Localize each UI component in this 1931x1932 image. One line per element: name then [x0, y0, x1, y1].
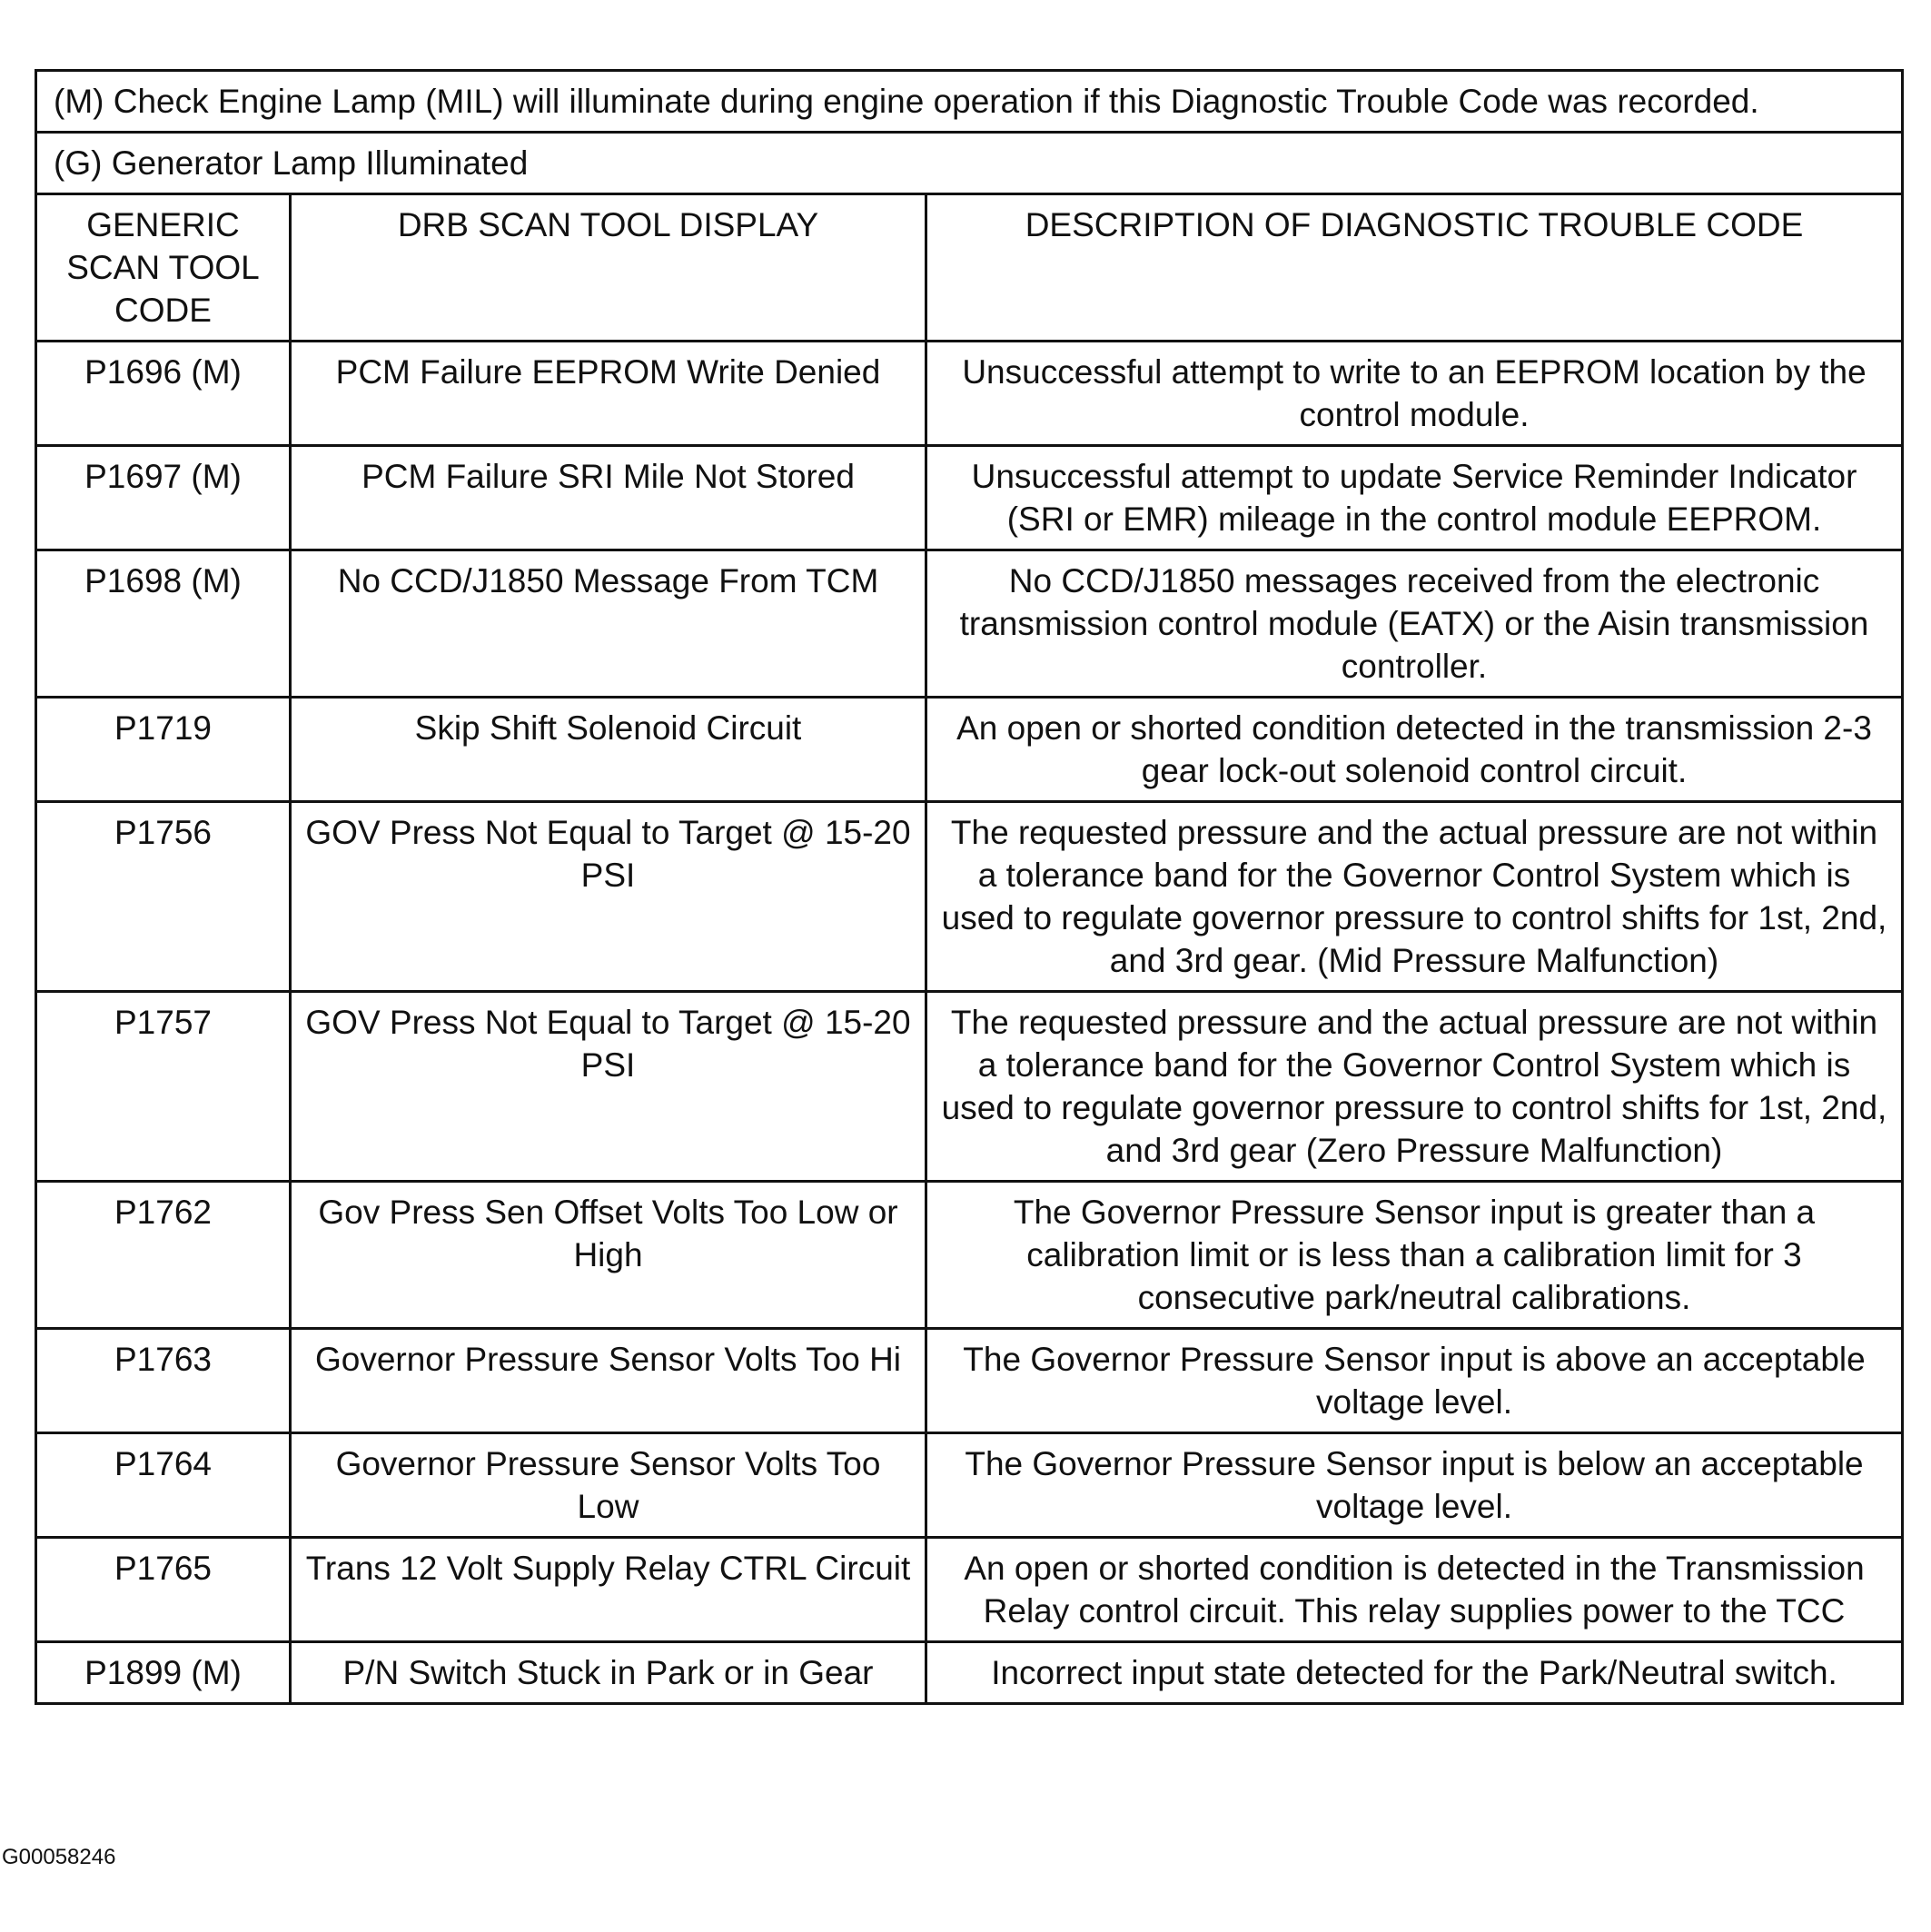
header-description: DESCRIPTION OF DIAGNOSTIC TROUBLE CODE	[926, 194, 1903, 342]
dtc-code: P1763	[36, 1329, 291, 1433]
figure-id: G00058246	[2, 1845, 116, 1869]
note-row-mil	[36, 71, 1903, 133]
dtc-code: P1697 (M)	[36, 446, 291, 550]
dtc-code: P1756	[36, 802, 291, 992]
dtc-description: Unsuccessful attempt to write to an EEPROM location by the control module.	[926, 342, 1903, 446]
table-row	[36, 1329, 1903, 1433]
dtc-code: P1764	[36, 1433, 291, 1538]
note-row-generator	[36, 133, 1903, 194]
table-row	[36, 802, 1903, 992]
table-row	[36, 1433, 1903, 1538]
drb-display: No CCD/J1850 Message From TCM	[291, 550, 926, 698]
dtc-description: The Governor Pressure Sensor input is greater than a calibration limit or is less than a calibration limit for 3 consecutive park/neutral calibrations.	[926, 1182, 1903, 1329]
dtc-description: An open or shorted condition is detected in the Transmission Relay control circuit. This relay supplies power to the TCC	[926, 1538, 1903, 1642]
dtc-description: The Governor Pressure Sensor input is below an acceptable voltage level.	[926, 1433, 1903, 1538]
dtc-description: The requested pressure and the actual pressure are not within a tolerance band for the Governor Control System which is used to regulate governor pressure to control shifts for 1st, 2nd, and 3rd gear. (Mid Pressure Malfunction)	[926, 802, 1903, 992]
dtc-code: P1757	[36, 992, 291, 1182]
dtc-description: The requested pressure and the actual pressure are not within a tolerance band for the Governor Control System which is used to regulate governor pressure to control shifts for 1st, 2nd, and 3rd gear (Zero Pressure Malfunction)	[926, 992, 1903, 1182]
table-row	[36, 1642, 1903, 1704]
drb-display: GOV Press Not Equal to Target @ 15-20 PSI	[291, 992, 926, 1182]
table-row	[36, 1538, 1903, 1642]
header-row	[36, 194, 1903, 342]
drb-display: Gov Press Sen Offset Volts Too Low or High	[291, 1182, 926, 1329]
dtc-description: No CCD/J1850 messages received from the electronic transmission control module (EATX) or the Aisin transmission controller.	[926, 550, 1903, 698]
dtc-code: P1698 (M)	[36, 550, 291, 698]
table-row	[36, 342, 1903, 446]
table-row	[36, 446, 1903, 550]
drb-display: P/N Switch Stuck in Park or in Gear	[291, 1642, 926, 1704]
drb-display: PCM Failure EEPROM Write Denied	[291, 342, 926, 446]
dtc-code: P1899 (M)	[36, 1642, 291, 1704]
drb-display: PCM Failure SRI Mile Not Stored	[291, 446, 926, 550]
drb-display: Skip Shift Solenoid Circuit	[291, 698, 926, 802]
header-code: GENERIC SCAN TOOL CODE	[36, 194, 291, 342]
table-row	[36, 698, 1903, 802]
drb-display: GOV Press Not Equal to Target @ 15-20 PSI	[291, 802, 926, 992]
dtc-description: Unsuccessful attempt to update Service Reminder Indicator (SRI or EMR) mileage in the control module EEPROM.	[926, 446, 1903, 550]
table-row	[36, 1182, 1903, 1329]
dtc-description: An open or shorted condition detected in the transmission 2-3 gear lock-out solenoid control circuit.	[926, 698, 1903, 802]
table-row	[36, 992, 1903, 1182]
drb-display: Trans 12 Volt Supply Relay CTRL Circuit	[291, 1538, 926, 1642]
drb-display: Governor Pressure Sensor Volts Too Hi	[291, 1329, 926, 1433]
dtc-table	[35, 69, 1904, 1705]
dtc-code: P1765	[36, 1538, 291, 1642]
dtc-description: Incorrect input state detected for the Park/Neutral switch.	[926, 1642, 1903, 1704]
dtc-code: P1762	[36, 1182, 291, 1329]
header-drb: DRB SCAN TOOL DISPLAY	[291, 194, 926, 342]
drb-display: Governor Pressure Sensor Volts Too Low	[291, 1433, 926, 1538]
dtc-code: P1696 (M)	[36, 342, 291, 446]
dtc-code: P1719	[36, 698, 291, 802]
table-row	[36, 550, 1903, 698]
dtc-description: The Governor Pressure Sensor input is above an acceptable voltage level.	[926, 1329, 1903, 1433]
mil-note: (M) Check Engine Lamp (MIL) will illuminate during engine operation if this Diagnostic Trouble Code was recorded.	[36, 71, 1903, 133]
generator-note: (G) Generator Lamp Illuminated	[36, 133, 1903, 194]
